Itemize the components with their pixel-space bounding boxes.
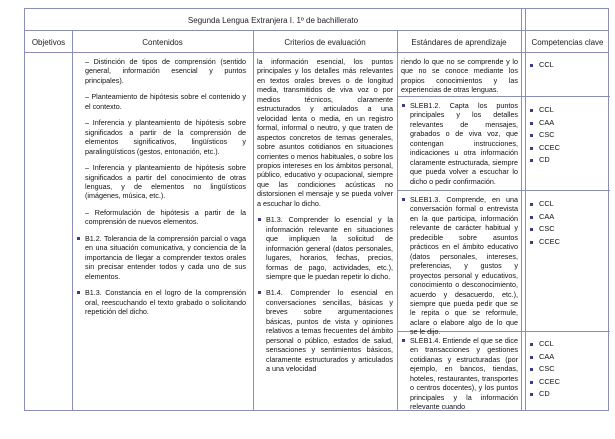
header-criterios: Criterios de evaluación [284, 37, 366, 47]
col-divider [521, 9, 522, 410]
criterio-b1-3: B1.3. Comprender lo esencial y la información relevante en situaciones que impliquen la solicitud de información general (datos personales, lugares, horarios, fechas, precios, formas de pago, actividades, etc.), siempre que le puedan repetir lo dicho. [257, 215, 393, 281]
competencia-item: CAA [529, 351, 560, 364]
estandar-text: SLEB1.3. Comprende, en una conversación formal o entrevista en la que participa, información relevante de carácter habitual y predecible sobre asuntos prácticos en el ámbito educativo (datos personales, intereses, preferencias, y gustos y proyectos personal y educativos, conocimiento o desconocimiento, acuerdo y desacuerdo, etc.), siempre que pueda pedir que se le repita o que se reformule, aclare o elabore algo de lo que se le dijo. [401, 195, 518, 337]
contenidos-column [76, 57, 246, 409]
competencia-item: CSC [529, 129, 560, 142]
row-divider [397, 96, 610, 97]
competencias-group [529, 104, 560, 167]
contenido-item: – Inferencia y planteamiento de hipótesis sobre significados a partir del conocimiento de otras lenguas, y de elementos no lingüísticos (imágenes, música, etc.). [85, 163, 246, 201]
header-competencias: Competencias clave [531, 37, 604, 47]
header-estandares: Estándares de aprendizaje [411, 37, 507, 47]
estandar-intro [401, 57, 518, 94]
competencia-item: CCL [529, 59, 554, 72]
curriculum-table [24, 8, 609, 411]
contenido-bullet: B1.3. Constancia en el logro de la comprensión oral, reescuchando el texto grabado o solicitando repetición del dicho. [76, 288, 246, 316]
estandar-sleb1-3 [401, 195, 518, 337]
competencia-item: CAA [529, 211, 560, 224]
competencia-item: CCL [529, 338, 560, 351]
competencias-group [529, 198, 560, 248]
col-divider [525, 9, 526, 410]
col-divider [72, 31, 73, 410]
competencia-item: CAA [529, 117, 560, 130]
header-objetivos: Objetivos [31, 37, 66, 47]
competencia-item: CCEC [529, 376, 560, 389]
competencias-group [529, 338, 560, 401]
criterio-b1-4: B1.4. Comprender lo esencial en conversaciones sencillas, básicas y breves sobre argumentaciones básicas, puntos de vista y opiniones relativos a temas frecuentes del ámbito personal o público, estados de salud, sensaciones y sentimientos básicos, claramente estructurados y articulados a una velocidad [257, 288, 393, 373]
contenido-item: – Planteamiento de hipótesis sobre el contenido y el contexto. [85, 92, 246, 111]
row-divider [397, 190, 610, 191]
competencia-item: CSC [529, 363, 560, 376]
criterio-text: la información esencial, los puntos principales y los detalles más relevantes en textos orales breves o de longitud media, transmitidos de viva voz o por medios técnicos, claramente estructurados y articulados a una velocidad lenta o media, en un registro formal, informal o neutro, y que traten de aspectos concretos de temas generales, sobre asuntos cotidianos en situaciones corrientes o menos habituales, o sobre los propios intereses en los ámbitos personal, público, educativo y ocupacional, siempre que las condiciones acústicas no distorsionen el mensaje y se pueda volver a escuchar lo dicho. [257, 57, 393, 208]
competencia-item: CCEC [529, 236, 560, 249]
competencia-item: CD [529, 388, 560, 401]
competencia-item: CSC [529, 223, 560, 236]
estandar-sleb1-2 [401, 101, 518, 189]
competencia-item: CCEC [529, 142, 560, 155]
estandar-text: SLEB1.4. Entiende el que se dice en transacciones y gestiones cotidianas y estructuradas (por ejemplo, en bancos, tiendas, hoteles, restaurantes, transportes o centros docentes), y los puntos principales y la información relevante cuando [401, 336, 518, 412]
header-contenidos: Contenidos [142, 37, 183, 47]
col-divider [397, 31, 398, 410]
criterios-column [257, 57, 393, 409]
estandar-sleb1-4 [401, 336, 518, 410]
contenido-item: – Inferencia y planteamiento de hipótesis sobre significados a partir de la comprensión de elementos significativos, lingüísticos y paralingüísticos (gestos, entonación, etc.). [85, 118, 246, 156]
competencia-item: CCL [529, 198, 560, 211]
estandar-text: riendo lo que no se comprende y lo que no se conoce mediante los propios conocimientos y las experiencias de otras lenguas. [401, 57, 518, 95]
competencia-item: CD [529, 154, 560, 167]
contenido-bullet: B1.2. Tolerancia de la comprensión parcial o vaga en una situación comunicativa, y conciencia de la importancia de llegar a comprender textos orales sin precisar entender todos y cada uno de sus elementos. [76, 234, 246, 281]
competencia-item: CCL [529, 104, 560, 117]
contenido-item: – Reformulación de hipótesis a partir de la comprensión de nuevos elementos. [85, 207, 246, 227]
col-divider [253, 31, 254, 410]
contenido-item: – Distinción de tipos de comprensión (sentido general, información esencial y puntos principales). [85, 57, 246, 85]
estandar-text: SLEB1.2. Capta los puntos principales y los detalles relevantes de mensajes, grabados o de viva voz, que contengan instrucciones, indicaciones u otra información claramente estructurada, siempre que pueda volver a escuchar lo dicho o pedir confirmación. [401, 101, 518, 186]
table-title: Segunda Lengua Extranjera I. 1º de bachillerato [187, 15, 359, 25]
competencias-group [529, 59, 554, 72]
